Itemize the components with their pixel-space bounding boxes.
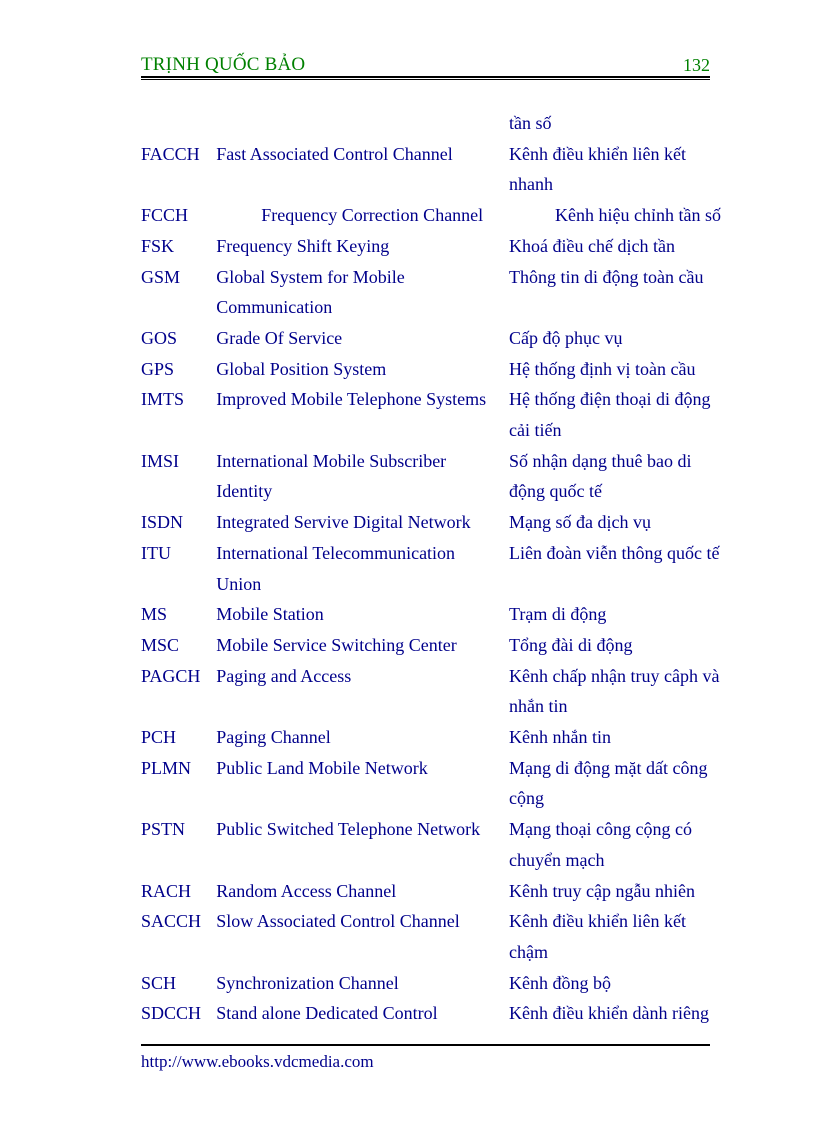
english-term-cell: Paging Channel (216, 727, 331, 748)
vietnamese-term-cell (509, 292, 721, 323)
english-term-cell: Mobile Service Switching Center (216, 634, 457, 655)
abbreviation-cell: PCH (141, 727, 177, 748)
table-row (141, 108, 721, 139)
table-row (141, 998, 721, 1029)
table-row (141, 661, 721, 692)
vietnamese-term-cell: cải tiến (509, 420, 562, 441)
table-row (141, 200, 721, 231)
english-term-cell: Global System for Mobile (216, 266, 405, 287)
abbreviation-cell: GPS (141, 358, 175, 379)
english-term-cell: Random Access Channel (216, 880, 397, 901)
vietnamese-term-cell (509, 569, 721, 600)
vietnamese-term-cell: Mạng di động mặt dất công (509, 757, 708, 778)
abbreviation-cell (141, 476, 216, 507)
vietnamese-term-cell: Thông tin di động toàn cầu (509, 266, 704, 287)
vietnamese-term-cell: Liên đoàn viễn thông quốc tế (509, 542, 720, 563)
table-row (141, 783, 721, 814)
table-row (141, 722, 721, 753)
abbreviation-cell: SDCCH (141, 1003, 202, 1024)
table-row (141, 906, 721, 937)
abbreviation-cell (141, 169, 216, 200)
vietnamese-term-cell: Kênh chấp nhận truy câph và (509, 665, 720, 686)
english-term-cell (216, 169, 509, 200)
abbreviation-cell: ISDN (141, 512, 184, 533)
vietnamese-term-cell: Kênh điều khiển dành riêng (509, 1003, 709, 1024)
abbreviation-cell: MS (141, 604, 168, 625)
english-term-cell: Grade Of Service (216, 327, 343, 348)
header-author: TRỊNH QUỐC BẢO (141, 54, 306, 75)
abbreviation-cell (141, 569, 216, 600)
table-row (141, 937, 721, 968)
abbreviation-cell: PAGCH (141, 665, 201, 686)
english-term-cell (216, 415, 509, 446)
table-row (141, 691, 721, 722)
abbreviation-cell: ITU (141, 542, 171, 563)
table-row (141, 354, 721, 385)
english-term-cell (216, 845, 509, 876)
abbreviation-cell: SCH (141, 972, 177, 993)
vietnamese-term-cell: Cấp độ phục vụ (509, 327, 623, 348)
table-row (141, 845, 721, 876)
table-row (141, 876, 721, 907)
vietnamese-term-cell: Hệ thống định vị toàn cầu (509, 358, 696, 379)
footer-divider (141, 1044, 710, 1046)
abbreviation-cell (141, 292, 216, 323)
table-row (141, 538, 721, 569)
abbreviation-cell: SACCH (141, 911, 202, 932)
vietnamese-term-cell: Kênh điều khiển liên kết (509, 143, 686, 164)
abbreviation-cell (141, 783, 216, 814)
vietnamese-term-cell: Hệ thống điện thoại di động (509, 389, 711, 410)
vietnamese-term-cell: Kênh truy cập ngẫu nhiên (509, 880, 695, 901)
abbreviation-cell: FSK (141, 235, 175, 256)
table-row (141, 753, 721, 784)
vietnamese-term-cell: Kênh nhắn tin (509, 727, 612, 748)
english-term-cell: Frequency Correction Channel (261, 205, 484, 226)
table-row (141, 599, 721, 630)
english-term-cell (216, 783, 509, 814)
table-row (141, 323, 721, 354)
english-term-cell: Public Switched Telephone Network (216, 819, 481, 840)
vietnamese-term-cell: Khoá điều chế dịch tần (509, 235, 675, 256)
table-row (141, 262, 721, 293)
vietnamese-term-cell: tần số (509, 113, 552, 133)
table-row (141, 446, 721, 477)
english-term-cell: Integrated Servive Digital Network (216, 512, 471, 533)
english-term-cell: Public Land Mobile Network (216, 757, 428, 778)
abbreviation-cell (141, 845, 216, 876)
table-row (141, 139, 721, 170)
vietnamese-term-cell: Kênh đồng bộ (509, 972, 612, 993)
abbreviation-cell: FCCH (141, 205, 189, 226)
vietnamese-term-cell: Số nhận dạng thuê bao di (509, 450, 692, 471)
english-term-cell: Improved Mobile Telephone Systems (216, 389, 487, 410)
abbreviation-cell: GSM (141, 266, 181, 287)
abbreviation-cell: RACH (141, 880, 192, 901)
table-row (141, 231, 721, 262)
vietnamese-term-cell: Mạng số đa dịch vụ (509, 512, 652, 533)
abbreviation-table (141, 108, 721, 1029)
table-row (141, 968, 721, 999)
vietnamese-term-cell: nhanh (509, 174, 554, 195)
abbreviation-cell: IMSI (141, 450, 180, 471)
english-term-cell (216, 691, 509, 722)
vietnamese-term-cell: Mạng thoại công cộng có (509, 819, 692, 840)
vietnamese-term-cell: Trạm di động (509, 604, 607, 625)
english-term-cell: Mobile Station (216, 604, 324, 625)
english-term-cell: Frequency Shift Keying (216, 235, 390, 256)
abbreviation-cell (141, 691, 216, 722)
footer-link[interactable]: http://www.ebooks.vdcmedia.com (141, 1052, 374, 1071)
vietnamese-term-cell: chuyển mạch (509, 849, 605, 870)
english-term-cell: International Telecommunication (216, 542, 456, 563)
table-row (141, 415, 721, 446)
english-term-cell: International Mobile Subscriber (216, 450, 447, 471)
table-row (141, 507, 721, 538)
english-term-cell: Synchronization Channel (216, 972, 399, 993)
abbreviation-cell (141, 415, 216, 446)
vietnamese-term-cell: nhắn tin (509, 696, 568, 717)
vietnamese-term-cell: cộng (509, 788, 545, 809)
english-term-cell: Global Position System (216, 358, 387, 379)
vietnamese-term-cell: động quốc tế (509, 481, 603, 502)
english-term-cell: Fast Associated Control Channel (216, 143, 453, 164)
table-row (141, 384, 721, 415)
table-row (141, 569, 721, 600)
abbreviation-cell: GOS (141, 327, 178, 348)
table-row (141, 169, 721, 200)
abbreviation-cell: PLMN (141, 757, 192, 778)
vietnamese-term-cell: Tổng đài di động (509, 634, 633, 655)
table-row (141, 814, 721, 845)
table-row (141, 292, 721, 323)
vietnamese-term-cell: chậm (509, 941, 549, 962)
english-term-cell (216, 108, 509, 139)
page-number: 132 (683, 55, 710, 75)
english-term-cell: Communication (216, 297, 333, 318)
vietnamese-term-cell: Kênh hiệu chỉnh tần số (555, 205, 721, 226)
abbreviation-cell: MSC (141, 634, 180, 655)
english-term-cell: Union (216, 573, 262, 594)
abbreviation-cell (141, 937, 216, 968)
english-term-cell: Paging and Access (216, 665, 352, 686)
english-term-cell: Identity (216, 481, 273, 502)
english-term-cell: Slow Associated Control Channel (216, 911, 460, 932)
header-divider (141, 76, 710, 80)
abbreviation-cell: FACCH (141, 143, 200, 164)
vietnamese-term-cell: Kênh điều khiển liên kết (509, 911, 686, 932)
table-row (141, 476, 721, 507)
abbreviation-cell (141, 108, 216, 139)
abbreviation-cell: PSTN (141, 819, 186, 840)
table-row (141, 630, 721, 661)
abbreviation-cell: IMTS (141, 389, 185, 410)
english-term-cell (216, 937, 509, 968)
english-term-cell: Stand alone Dedicated Control (216, 1003, 438, 1024)
